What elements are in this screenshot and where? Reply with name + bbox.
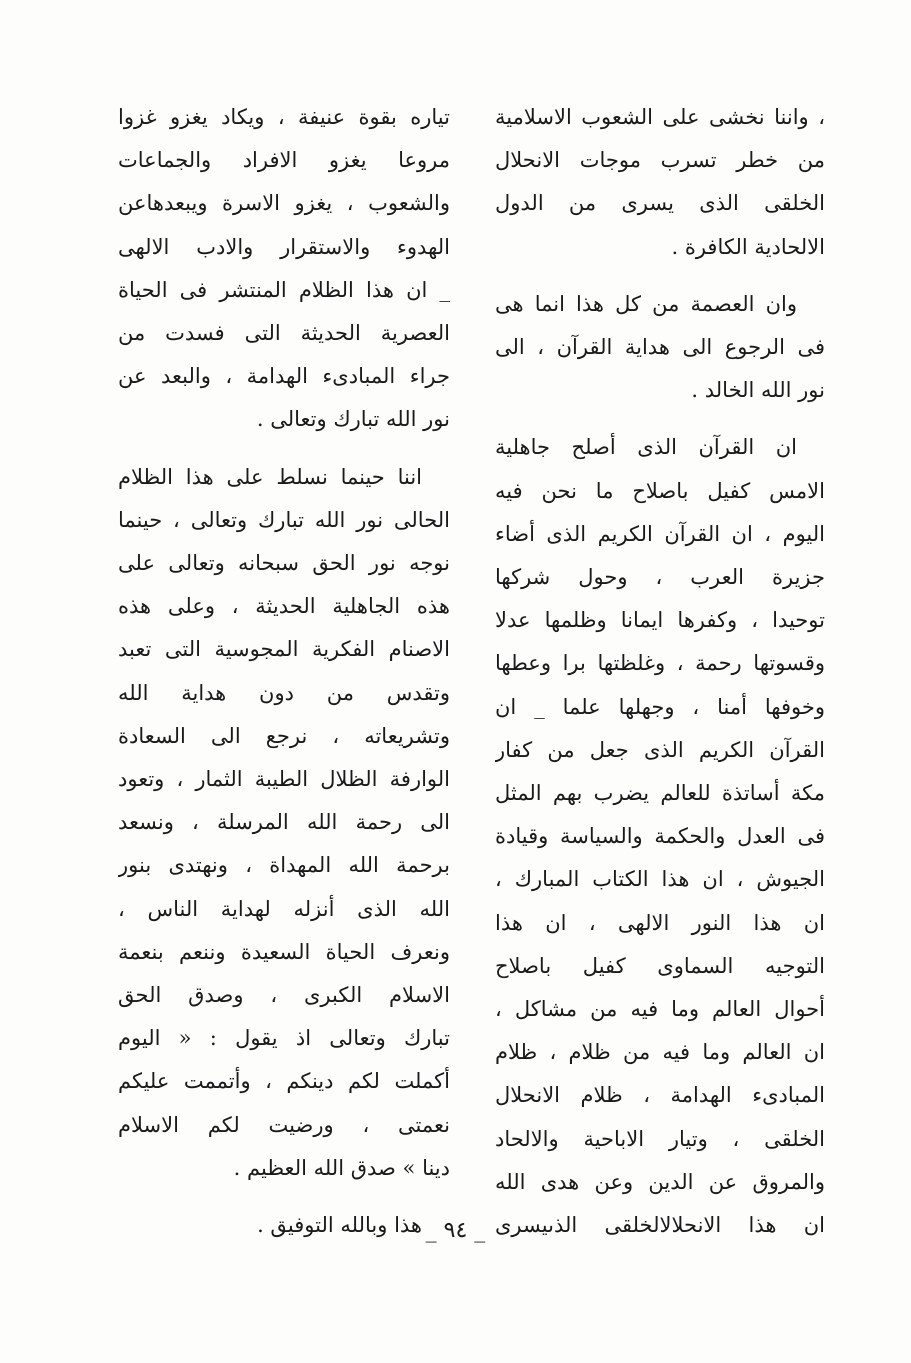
text-line: وخوفها أمنا ، وجهلها علما _ ان xyxy=(495,694,825,719)
text-line: نور الله الخالد . xyxy=(691,378,825,403)
text-line: برحمة الله المهداة ، ونهتدى بنور xyxy=(118,853,450,878)
text-line: نور الله تبارك وتعالى . xyxy=(256,407,450,432)
text-line: المبادىء الهدامة ، ظلام الانحلال xyxy=(495,1083,825,1108)
text-line: دينا » صدق الله العظيم . xyxy=(233,1155,450,1180)
left-column xyxy=(118,96,450,1261)
text-line: والشعوب ، يغزو الاسرة ويبعدهاعن xyxy=(118,191,450,216)
text-line: الهدوء والاستقرار والادب الالهى xyxy=(118,234,450,259)
text-line: ان العالم وما فيه من ظلام ، ظلام xyxy=(495,1040,825,1065)
text-line: والمروق عن الدين وعن هدى الله xyxy=(495,1169,825,1194)
text-line: الوارفة الظلال الطيبة الثمار ، وتعود xyxy=(118,767,450,792)
text-line: ان هذا الانحلالالخلقى الذىيسرى xyxy=(495,1213,825,1238)
text-line: أحوال العالم وما فيه من مشاكل ، xyxy=(495,997,825,1022)
text-line: أكملت لكم دينكم ، وأتممت عليكم xyxy=(118,1069,450,1094)
text-line: الاسلام الكبرى ، وصدق الحق xyxy=(118,983,450,1008)
paragraph xyxy=(495,426,825,1247)
text-line: تبارك وتعالى اذ يقول : « اليوم xyxy=(118,1026,450,1051)
text-line: الجيوش ، ان هذا الكتاب المبارك ، xyxy=(495,867,825,892)
text-line: من خطر تسرب موجات الانحلال xyxy=(495,148,825,173)
text-line: توحيدا ، وكفرها ايمانا وظلمها عدلا xyxy=(495,608,825,633)
text-line: وقسوتها رحمة ، وغلظتها برا وعطها xyxy=(495,651,825,676)
text-line: ان هذا النور الالهى ، ان هذا xyxy=(495,910,825,935)
text-line: الى رحمة الله المرسلة ، ونسعد xyxy=(118,810,450,835)
text-line: الحالى نور الله تبارك وتعالى ، حينما xyxy=(118,507,450,532)
page-number: _ ٩٤ _ xyxy=(425,1218,486,1243)
text-line: جراء المبادىء الهدامة ، والبعد عن xyxy=(118,364,450,389)
text-line: العصرية الحديثة التى فسدت من xyxy=(118,321,450,346)
text-line: التوجيه السماوى كفيل باصلاح xyxy=(495,953,825,978)
text-line: الامس كفيل باصلاح ما نحن فيه xyxy=(495,478,825,503)
paragraph xyxy=(118,96,450,442)
text-line: الالحادية الكافرة . xyxy=(671,234,825,259)
text-line: القرآن الكريم الذى جعل من كفار xyxy=(495,737,825,762)
text-line: اننا حينما نسلط على هذا الظلام xyxy=(118,464,422,489)
text-line: نوجه نور الحق سبحانه وتعالى على xyxy=(118,551,450,576)
text-line: ونعرف الحياة السعيدة وننعم بنعمة xyxy=(118,939,450,964)
text-line: الله الذى أنزله لهداية الناس ، xyxy=(118,896,450,921)
text-line: ان القرآن الذى أصلح جاهلية xyxy=(495,435,797,460)
text-line: مروعا يغزو الافراد والجماعات xyxy=(118,148,450,173)
text-line: _ ان هذا الظلام المنتشر فى الحياة xyxy=(118,277,450,302)
text-line: وان العصمة من كل هذا انما هى xyxy=(495,291,797,316)
text-line: فى الرجوع الى هداية القرآن ، الى xyxy=(495,335,825,360)
paragraph xyxy=(118,456,450,1190)
text-line: ، واننا نخشى على الشعوب الاسلامية xyxy=(495,105,825,129)
text-line: الخلقى ، وتيار الاباحية والالحاد xyxy=(495,1126,825,1151)
right-column xyxy=(495,96,825,1261)
text-line: نعمتى ، ورضيت لكم الاسلام xyxy=(118,1112,450,1137)
paragraph xyxy=(495,96,825,269)
text-line: جزيرة العرب ، وحول شركها xyxy=(495,565,825,590)
text-line: فى العدل والحكمة والسياسة وقيادة xyxy=(495,824,825,849)
text-line: الاصنام الفكرية المجوسية التى تعبد xyxy=(118,637,450,662)
text-line: تياره بقوة عنيفة ، ويكاد يغزو غزوا xyxy=(118,105,450,129)
text-line: مكة أساتذة للعالم يضرب بهم المثل xyxy=(495,781,825,806)
text-line: هذا وبالله التوفيق . xyxy=(257,1213,422,1238)
text-line: وتقدس من دون هداية الله xyxy=(118,680,450,705)
text-line: هذه الجاهلية الحديثة ، وعلى هذه xyxy=(118,594,450,619)
text-line: وتشريعاته ، نرجع الى السعادة xyxy=(118,723,450,748)
paragraph xyxy=(495,283,825,413)
text-line: الخلقى الذى يسرى من الدول xyxy=(495,191,825,216)
text-line: اليوم ، ان القرآن الكريم الذى أضاء xyxy=(495,521,825,546)
